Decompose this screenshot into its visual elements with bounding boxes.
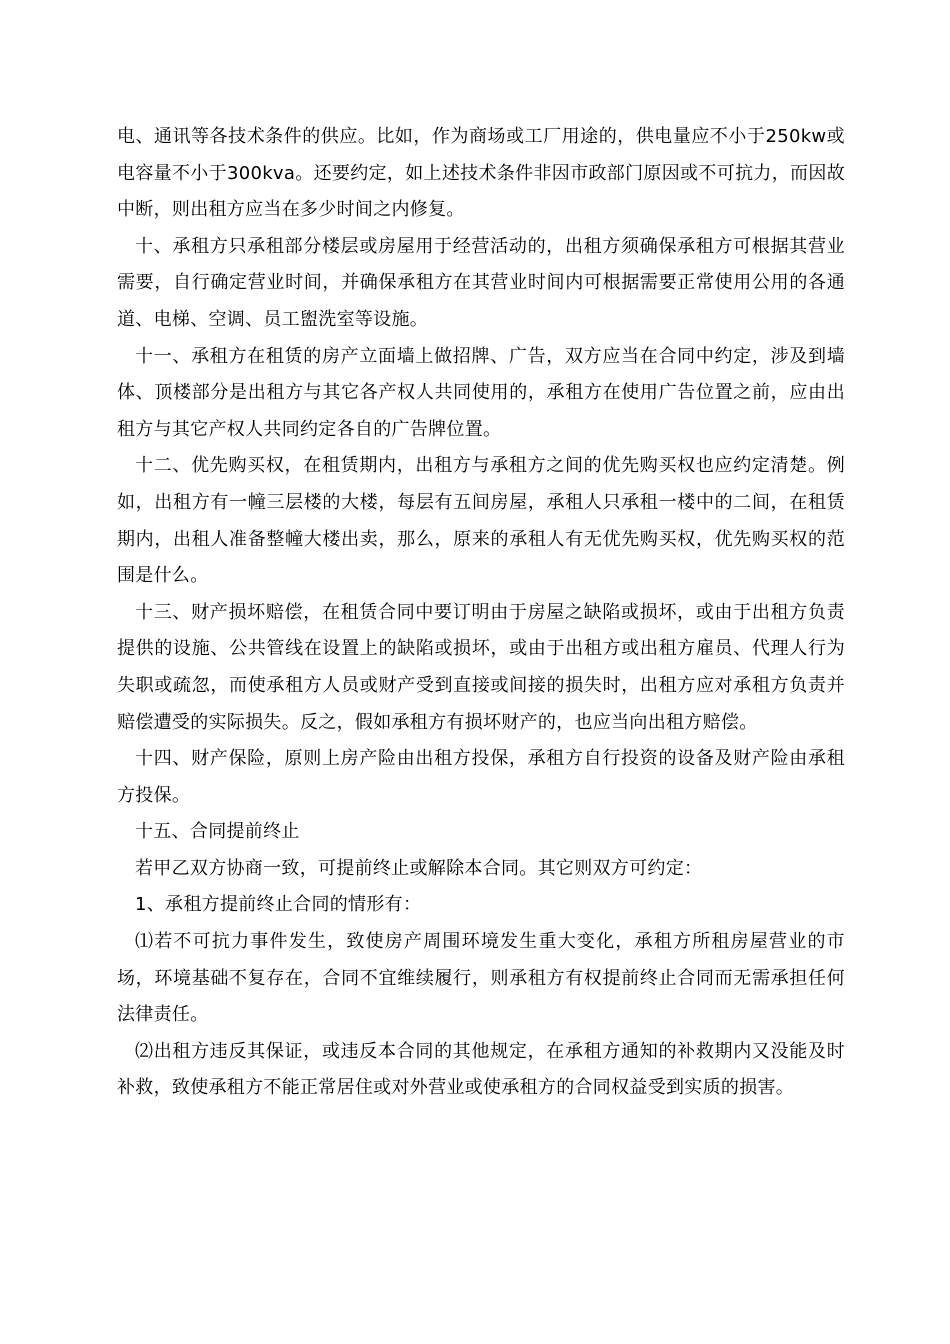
paragraph-subitem-1: ⑴若不可抗力事件发生，致使房产周围环境发生重大变化，承租方所租房屋营业的市场，环境基础不复存在，合同不宜维续履行，则承租方有权提前终止合同而无需承担任何法律责任。 — [117, 931, 845, 1026]
paragraph-clause-14: 十四、财产保险，原则上房产险由出租方投保，承租方自行投资的设备及财产险由承租方投保。 — [117, 748, 845, 806]
paragraph-clause-15-heading: 十五、合同提前终止 — [135, 821, 300, 843]
paragraph-clause-12: 十二、优先购买权，在租赁期内，出租方与承租方之间的优先购买权也应约定清楚。例如，出租方有一幢三层楼的大楼，每层有五间房屋，承租人只承租一楼中的二间，在租赁期内，出租人准备整幢大楼出卖，那么，原来的承租人有无优先购买权，优先购买权的范围是什么。 — [117, 455, 845, 587]
paragraph-item-1: 1、承租方提前终止合同的情形有： — [135, 894, 422, 916]
paragraph-clause-15-intro: 若甲乙双方协商一致，可提前终止或解除本合同。其它则双方可约定： — [135, 857, 703, 879]
paragraph-clause-11: 十一、承租方在租赁的房产立面墙上做招牌、广告，双方应当在合同中约定，涉及到墙体、顶楼部分是出租方与其它各产权人共同使用的，承租方在使用广告位置之前，应由出租方与其它产权人共同约定各自的广告牌位置。 — [117, 345, 845, 440]
document-page — [117, 119, 845, 1107]
paragraph-clause-13: 十三、财产损坏赔偿，在租赁合同中要订明由于房屋之缺陷或损坏，或由于出租方负责提供的设施、公共管线在设置上的缺陷或损坏，或由于出租方或出租方雇员、代理人行为失职或疏忽，而使承租方人员或财产受到直接或间接的损失时，出租方应对承租方负责并赔偿遭受的实际损失。反之，假如承租方有损坏财产的，也应当向出租方赔偿。 — [117, 601, 845, 733]
paragraph-clause-10: 十、承租方只承租部分楼层或房屋用于经营活动的，出租方须确保承租方可根据其营业需要，自行确定营业时间，并确保承租方在其营业时间内可根据需要正常使用公用的各通道、电梯、空调、员工盥洗室等设施。 — [117, 235, 845, 330]
paragraph-subitem-2: ⑵出租方违反其保证，或违反本合同的其他规定，在承租方通知的补救期内又没能及时补救，致使承租方不能正常居住或对外营业或使承租方的合同权益受到实质的损害。 — [117, 1040, 845, 1099]
paragraph-continuation: 电、通讯等各技术条件的供应。比如，作为商场或工厂用途的，供电量应不小于250kw或电容量不小于300kva。还要约定，如上述技术条件非因市政部门原因或不可抗力，而因故中断，则出租方应当在多少时间之内修复。 — [117, 126, 845, 221]
